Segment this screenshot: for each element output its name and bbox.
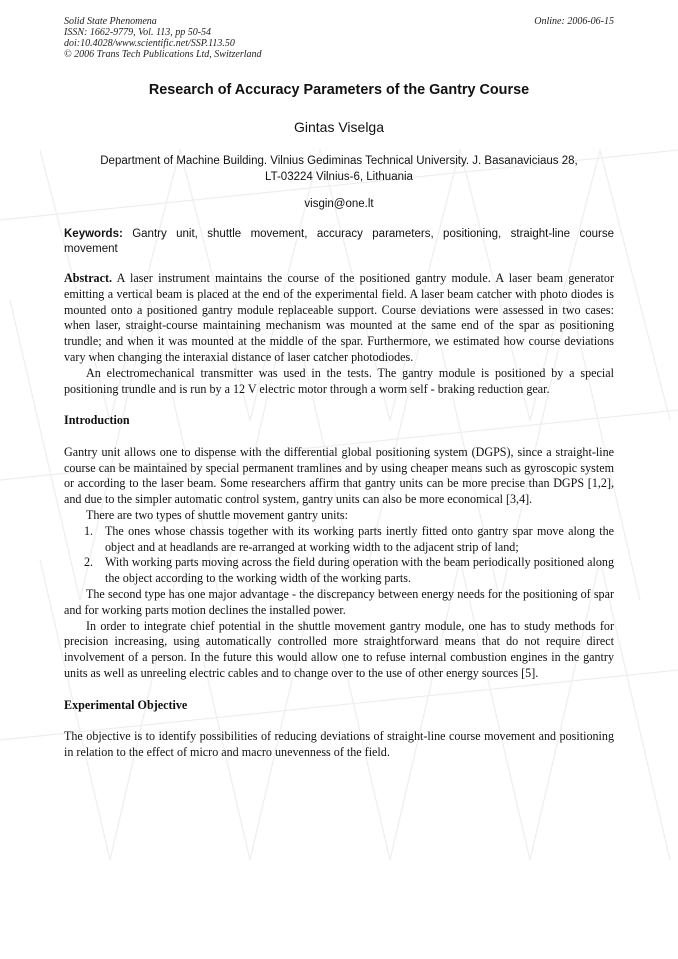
abstract-text-1: A laser instrument maintains the course of the positioned gantry module. A laser beam generator emitting a vertical beam is placed at the end of the experimental field. A laser beam catcher with photo diodes is mounted onto a positioned gantry module replaceable support. Course deviations were assessed in two cases: when laser, straight-course maintaining mechanism was mounted at the same end of the spar as positioning trundle; and when it was mounted at the middle of the spar. Furthermore, we estimated how course deviations vary when changing the interaxial distance of laser catcher photodiodes. [64,271,614,364]
introduction-heading: Introduction [64,413,130,428]
introduction-paragraph-1: Gantry unit allows one to dispense with the differential global positioning system (DGPS), since a straight-line course can be maintained by special permanent tramlines and by using cheaper means such as gyroscopic system or according to the laser beam. Some researchers affirm that gantry units can be more precise than DGPS [1,2], and due to the simpler automatic control system, gantry units can also be more economical [3,4]. [64,444,614,507]
experimental-objective-heading: Experimental Objective [64,697,188,712]
author-email: visgin@one.lt [304,198,374,210]
keywords-text: Gantry unit, shuttle movement, accuracy parameters, positioning, straight-line course movement [64,228,614,255]
online-date: Online: 2006-06-15 [534,16,614,27]
list-item-text: The ones whose chassis together with its working parts inertly fitted onto gantry spar move along the object and at headlands are re-arranged at working width to the adjacent strip of land; [105,523,614,554]
experimental-paragraph-1: The objective is to identify possibilities of reducing deviations of straight-line course movement and positioning in relation to the effect of micro and macro unevenness of the field. [64,729,614,759]
introduction-paragraph-4: In order to integrate chief potential in the shuttle movement gantry module, one has to study methods for precision increasing, using automatically controlled more straightforward means that do not require direct involvement of a person. In the future this would allow one to refuse internal combustion engines in the gantry units as well as unreeling electric cables and to change over to the use of other energy sources [5]. [64,618,614,680]
affiliation-line-1: Department of Machine Building. Vilnius Gediminas Technical University. J. Basanaviciaus 28, [100,155,578,167]
list-item [64,555,614,587]
introduction-paragraph-2: There are two types of shuttle movement gantry units: [86,507,348,522]
list-item-number: 1. [84,523,94,538]
paper-title: Research of Accuracy Parameters of the Gantry Course [148,82,530,98]
doi-line: doi:10.4028/www.scientific.net/SSP.113.50 [64,38,235,49]
list-item-number: 2. [84,555,94,570]
abstract-paragraph-1 [64,271,614,366]
author-name: Gintas Viselga [293,119,384,135]
issn-line: ISSN: 1662-9779, Vol. 113, pp 50-54 [64,27,212,38]
gantry-types-list [64,524,614,587]
keywords [64,227,614,257]
journal-header [64,16,614,60]
copyright-line: © 2006 Trans Tech Publications Ltd, Switzerland [64,49,262,60]
abstract-paragraph-2: An electromechanical transmitter was used in the tests. The gantry module is positioned by a special positioning trundle and is run by a 12 V electric motor through a worm self - braking reduction gear. [64,365,614,396]
abstract-label: Abstract. [64,271,113,285]
list-item [64,524,614,556]
list-item-text: With working parts moving across the field during operation with the beam periodically positioned along the object according to the working width of the working parts. [105,555,614,586]
affiliation [64,153,614,185]
introduction-paragraph-3: The second type has one major advantage - the discrepancy between energy needs for the positioning of spar and for working parts motion declines the installed power. [64,586,614,617]
affiliation-line-2: LT-03224 Vilnius-6, Lithuania [265,171,413,183]
keywords-label: Keywords: [64,228,123,240]
paper-body [64,271,614,761]
journal-name: Solid State Phenomena [64,16,157,27]
